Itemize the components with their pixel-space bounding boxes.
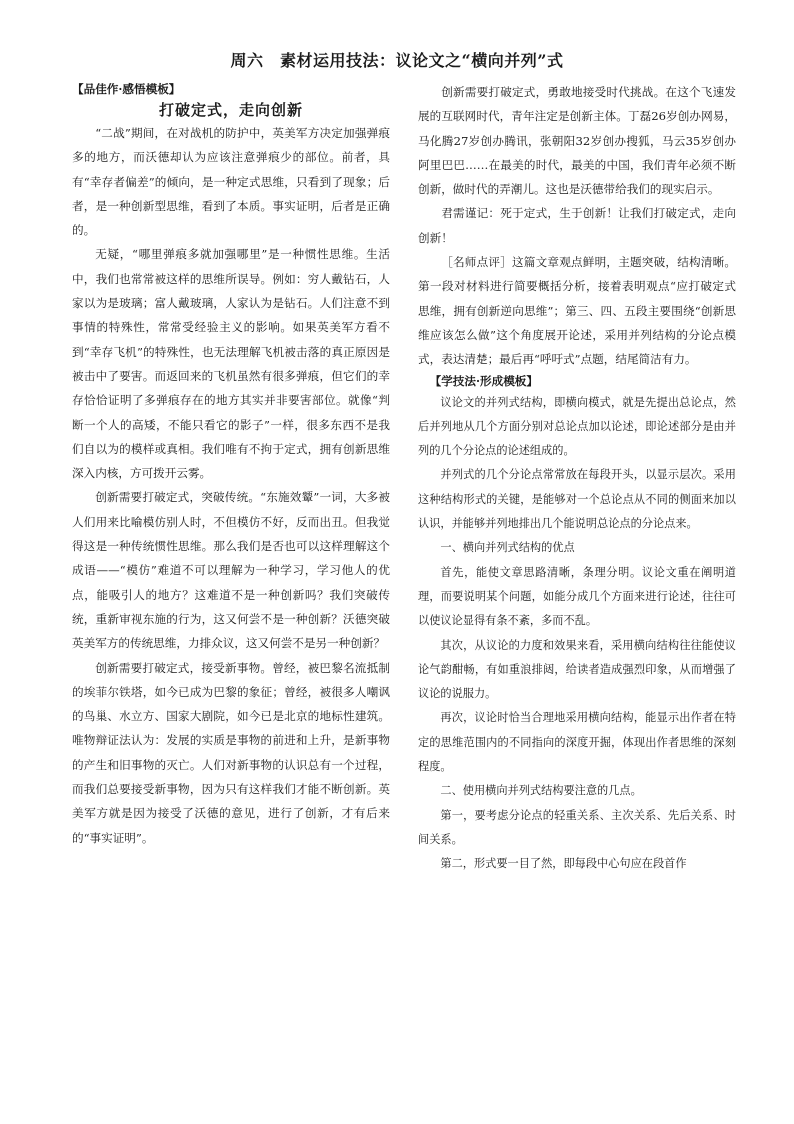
essay-paragraph: 创新需要打破定式，接受新事物。曾经，被巴黎名流抵制的埃菲尔铁塔，如今已成为巴黎的象征；曾经，被很多人嘲讽的鸟巢、水立方、国家大剧院，如今已是北京的地标性建筑。唯物辩证法认为：发展的实质是事物的前进和上升，是新事物的产生和旧事物的灭亡。人们对新事物的认识总有一个过程，而我们总要接受新事物，因为只有这样我们才能不断创新。英美军方就是因为接受了沃德的意见，进行了创新，才有后来的“事实证明”。 xyxy=(72,660,390,845)
essay-paragraph: 创新需要打破定式，勇敢地接受时代挑战。在这个飞速发展的互联网时代，青年注定是创新主体。丁磊26岁创办网易，马化腾27岁创办腾讯，张朝阳32岁创办搜狐，马云35岁创办阿里巴巴……在最美的时代，最美的中国，我们青年必须不断创新，做时代的弄潮儿。这也是沃德带给我们的现实启示。 xyxy=(418,85,736,197)
left-column xyxy=(72,80,390,850)
method-paragraph: 首先，能使文章思路清晰，条理分明。议论文重在阐明道理，而要说明某个问题，如能分成几个方面来进行论述，往往可以使议论显得有条不紊，多而不乱。 xyxy=(418,565,736,628)
method-heading: 二、使用横向并列式结构要注意的几点。 xyxy=(440,784,642,798)
essay-paragraph: 创新需要打破定式，突破传统。“东施效颦”一词，大多被人们用来比喻模仿别人时，不但模仿不好，反而出丑。但我觉得这是一种传统惯性思维。那么我们是否也可以这样理解这个成语——“模仿”难道不可以理解为一种学习，学习他人的优点，能吸引人的地方？这难道不是一种创新吗？我们突破传统，重新审视东施的行为，这又何尝不是一种创新？沃德突破英美军方的传统思维，力排众议，这又何尝不是另一种创新？ xyxy=(72,490,390,651)
method-paragraph: 再次，议论时恰当合理地采用横向结构，能显示出作者在特定的思维范围内的不同指向的深度开掘，体现出作者思维的深刻程度。 xyxy=(418,711,736,774)
essay-paragraph: 君需谨记：死于定式，生于创新！让我们打破定式，走向创新！ xyxy=(418,206,736,245)
method-paragraph: 并列式的几个分论点常常放在每段开头，以显示层次。采用这种结构形式的关键，是能够对一个总论点从不同的侧面来加以认识，并能够并列地排出几个能说明总论点的分论点来。 xyxy=(418,468,736,531)
teacher-comment: ［名师点评］这篇文章观点鲜明，主题突破，结构清晰。第一段对材料进行简要概括分析，接着表明观点“应打破定式思维，拥有创新逆向思维”；第三、四、五段主要围绕“创新思维应该怎么做”这个角度展开论述，采用并列结构的分论点模式，表达清楚；最后再“呼吁式”点题，结尾简洁有力。 xyxy=(418,255,736,367)
method-heading: 一、横向并列式结构的优点 xyxy=(440,541,575,555)
section-tag-model-essay: 【品佳作·感悟模板】 xyxy=(72,82,181,96)
method-paragraph: 议论文的并列式结构，即横向模式，就是先提出总论点，然后并列地从几个方面分别对总论点加以论述，即论述部分是由并列的几个分论点的论述组成的。 xyxy=(418,395,736,458)
method-paragraph: 第一，要考虑分论点的轻重关系、主次关系、先后关系、时间关系。 xyxy=(418,808,736,846)
method-paragraph: 第二，形式要一目了然，即每段中心句应在段首作 xyxy=(440,857,687,871)
right-column xyxy=(418,80,736,877)
essay-title: 打破定式，走向创新 xyxy=(158,101,303,119)
page-title: 周六 素材运用技法：议论文之“横向并列”式 xyxy=(230,51,564,70)
essay-paragraph: “二战”期间，在对战机的防护中，英美军方决定加强弹痕多的地方，而沃德却认为应该注意弹痕少的部位。前者，具有“幸存者偏差”的倾向，是一种定式思维，只看到了现象；后者，是一种创新型思维，看到了本质。事实证明，后者是正确的。 xyxy=(72,126,390,238)
section-tag-method: 【学技法·形成模板】 xyxy=(429,373,538,388)
essay-paragraph: 无疑，“哪里弹痕多就加强哪里”是一种惯性思维。生活中，我们也常常被这样的思维所误导。例如：穷人戴钻石，人家以为是玻璃；富人戴玻璃，人家认为是钻石。人们注意不到事情的特殊性，常常受经验主义的影响。如果英美军方看不到“幸存飞机”的特殊性，也无法理解飞机被击落的真正原因是被击中了要害。而返回来的飞机虽然有很多弹痕，但它们的幸存恰恰证明了多弹痕存在的地方其实并非要害部位。就像“判断一个人的高矮，不能只看它的影子”一样，很多东西不是我们自以为的模样或真相。我们唯有不拘于定式，拥有创新思维深入内核，方可拨开云雾。 xyxy=(72,247,390,481)
method-paragraph: 其次，从议论的力度和效果来看，采用横向结构往往能使议论气韵酣畅，有如重浪排闼，给读者造成强烈印象，从而增强了议论的说服力。 xyxy=(418,638,736,701)
